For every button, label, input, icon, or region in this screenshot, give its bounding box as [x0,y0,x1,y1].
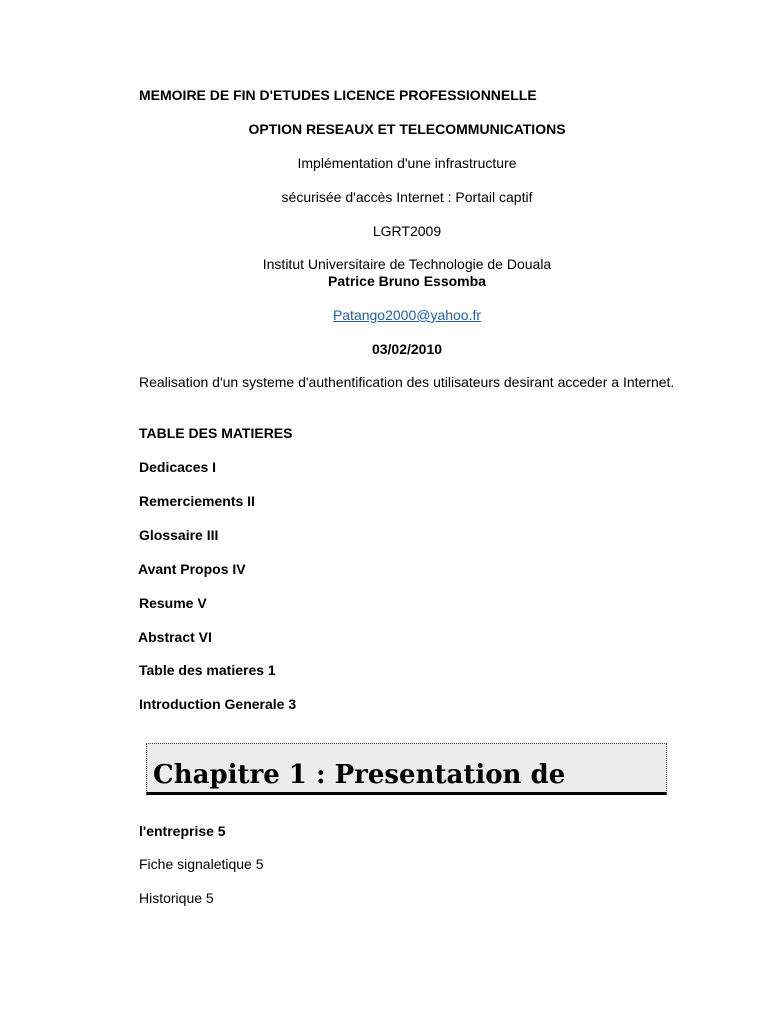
email-link[interactable]: Patango2000@yahoo.fr [332,307,482,323]
toc-item: Resume V [139,595,207,611]
toc-item: Dedicaces I [139,459,217,475]
author-name: Patrice Bruno Essomba [328,273,486,289]
toc-heading: TABLE DES MATIERES [139,425,293,441]
toc-item: Glossaire III [139,527,219,543]
document-code: LGRT2009 [372,223,442,239]
subject-line-1: Implémentation d'une infrastructure [297,155,517,171]
document-date: 03/02/2010 [371,341,443,357]
email-container [139,307,675,324]
summary-paragraph: Realisation d'un systeme d'authentification des utilisateurs desirant acceder a Internet. [139,374,675,390]
toc-item: Avant Propos IV [138,561,246,577]
toc-item: Introduction Generale 3 [139,696,297,712]
document-title: MEMOIRE DE FIN D'ETUDES LICENCE PROFESSIONNELLE [139,87,537,103]
toc-item: Table des matieres 1 [139,662,276,678]
chapter-heading-box [146,743,667,795]
toc-item: Abstract VI [138,629,212,645]
institution-name: Institut Universitaire de Technologie de Douala [262,256,552,272]
option-title: OPTION RESEAUX ET TELECOMMUNICATIONS [248,121,566,137]
chapter-continuation: l'entreprise 5 [139,823,226,839]
toc-item: Remerciements II [139,493,255,509]
subject-line-2: sécurisée d'accès Internet : Portail captif [281,189,533,205]
chapter-item: Historique 5 [139,890,214,906]
chapter-title: Chapitre 1 : Presentation de [153,760,566,790]
chapter-item: Fiche signaletique 5 [139,856,264,872]
